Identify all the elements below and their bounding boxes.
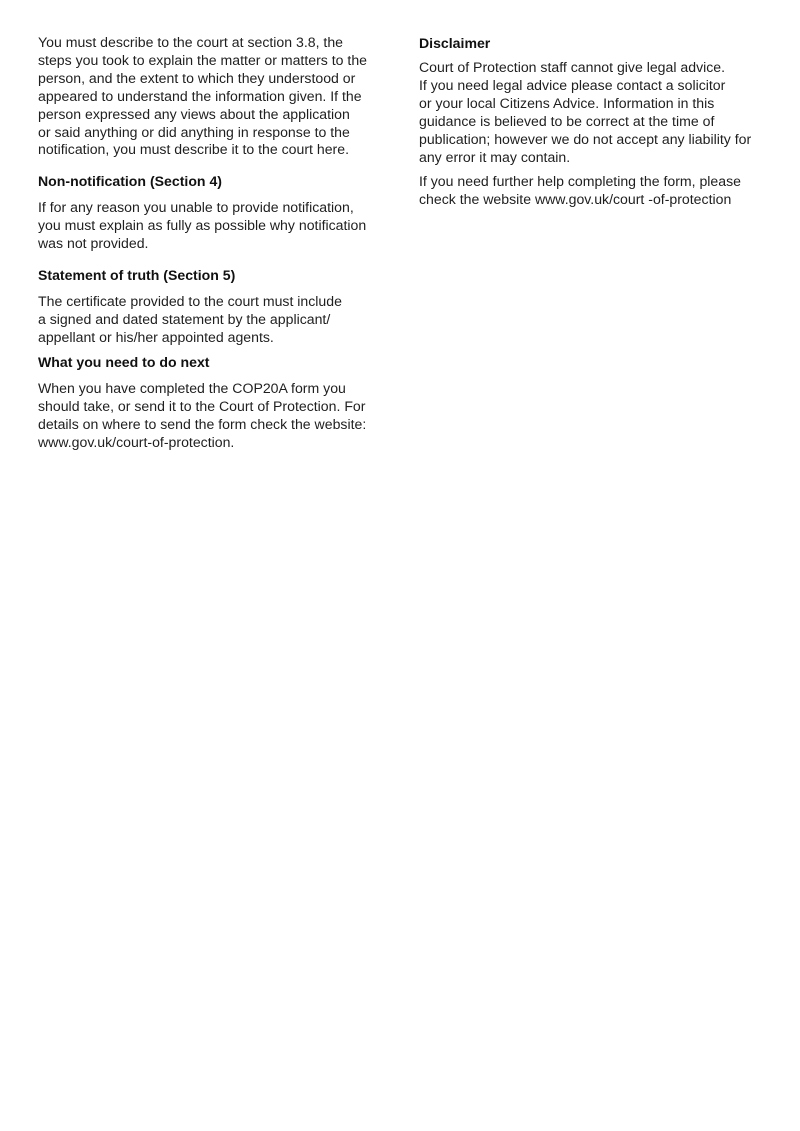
statement-of-truth-line: The certificate provided to the court must include [38, 293, 342, 310]
non-notification-heading: Non-notification (Section 4) [38, 173, 222, 190]
non-notification-line: was not provided. [38, 235, 149, 252]
disclaimer-line: If you need legal advice please contact a solicitor [419, 76, 726, 93]
help-line: If you need further help completing the form, please [419, 173, 741, 190]
intro-line: appeared to understand the information given. If the [38, 87, 362, 104]
disclaimer-section [419, 34, 769, 166]
statement-of-truth-line: a signed and dated statement by the applicant/ [38, 310, 331, 327]
right-column [419, 34, 769, 209]
non-notification-line: If for any reason you unable to provide notification, [38, 199, 354, 216]
left-column [38, 34, 388, 451]
intro-line: person expressed any views about the application [38, 105, 350, 122]
intro-line: You must describe to the court at section 3.8, the [38, 34, 344, 50]
next-steps-line: When you have completed the COP20A form you [38, 379, 346, 396]
intro-paragraph [38, 34, 388, 159]
next-steps-line: should take, or send it to the Court of Protection. For [38, 397, 366, 414]
intro-line: notification, you must describe it to the court here. [38, 141, 350, 158]
statement-of-truth-line: appellant or his/her appointed agents. [38, 328, 274, 345]
statement-of-truth-heading: Statement of truth (Section 5) [38, 267, 236, 284]
next-steps-line: www.gov.uk/court-of-protection. [38, 433, 235, 450]
help-paragraph [419, 173, 769, 209]
next-steps-heading: What you need to do next [38, 353, 210, 370]
disclaimer-line: publication; however we do not accept any liability for [419, 130, 752, 147]
disclaimer-heading: Disclaimer [419, 35, 491, 51]
disclaimer-line: guidance is believed to be correct at the time of [419, 112, 715, 129]
intro-line: steps you took to explain the matter or matters to the [38, 51, 368, 68]
intro-line: person, and the extent to which they understood or [38, 69, 356, 86]
next-steps-line: details on where to send the form check the website: [38, 415, 367, 432]
disclaimer-line: any error it may contain. [419, 148, 571, 165]
statement-of-truth-section [38, 266, 388, 347]
next-steps-section [38, 353, 388, 452]
disclaimer-line: Court of Protection staff cannot give legal advice. [419, 59, 726, 75]
intro-line: or said anything or did anything in response to the [38, 123, 350, 140]
help-line: check the website www.gov.uk/court -of-protection [419, 191, 732, 208]
non-notification-line: you must explain as fully as possible why notification [38, 217, 367, 234]
disclaimer-line: or your local Citizens Advice. Information in this [419, 94, 715, 111]
non-notification-section [38, 172, 388, 253]
